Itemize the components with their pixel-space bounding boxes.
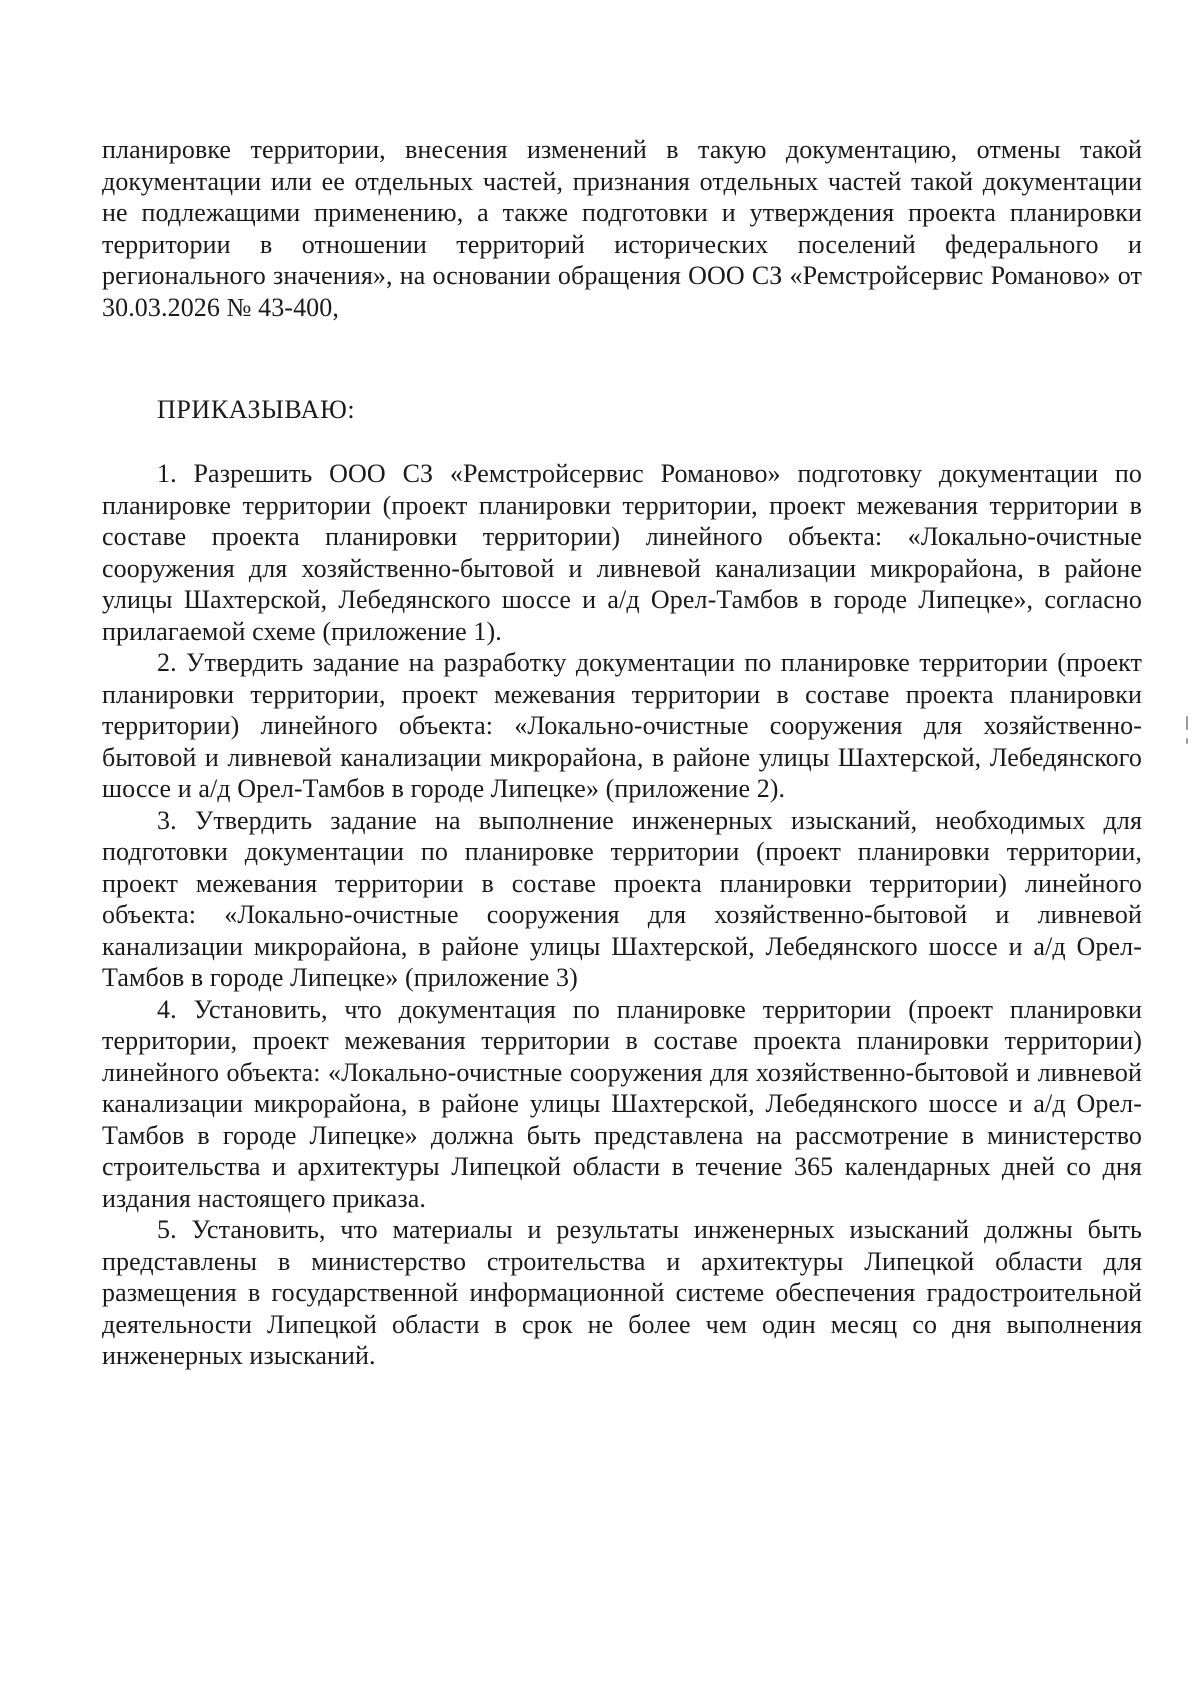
order-item-1: 1. Разрешить ООО СЗ «Ремстройсервис Романово» подготовку документации по планировке территории (проект планировки территории, проект межевания территории в составе проекта планировки территории) линейного объекта: «Локально-очистные сооружения для хозяйственно-бытовой и ливневой канализации микрорайона, в районе улицы Шахтерской, Лебедянского шоссе и а/д Орел-Тамбов в городе Липецке», согласно прилагаемой схеме (приложение 1). [102, 459, 1142, 646]
intro-paragraph: планировке территории, внесения изменений в такую документацию, отмены такой документации или ее отдельных частей, признания отдельных частей такой документации не подлежащими применению, а также подготовки и утверждения проекта планировки территории в отношении территорий исторических поселений федерального и регионального значения», на основании обращения ООО СЗ «Ремстройсервис Романово» от 30.03.2026 № 43-400, [102, 135, 1142, 322]
order-items-list [102, 458, 1142, 1372]
scan-artifact-mark [1186, 716, 1188, 730]
order-item-2: 2. Утвердить задание на разработку документации по планировке территории (проект планировки территории, проект межевания территории в составе проекта планировки территории) линейного объекта: «Локально-очистные сооружения для хозяйственно-бытовой и ливневой канализации микрорайона, в районе улицы Шахтерской, Лебедянского шоссе и а/д Орел-Тамбов в городе Липецке» (приложение 2). [102, 648, 1142, 803]
order-item-5: 5. Установить, что материалы и результаты инженерных изысканий должны быть представлены в министерство строительства и архитектуры Липецкой области для размещения в государственной информационной системе обеспечения градостроительной деятельности Липецкой области в срок не более чем один месяц со дня выполнения инженерных изысканий. [102, 1215, 1142, 1370]
order-item-3: 3. Утвердить задание на выполнение инженерных изысканий, необходимых для подготовки документации по планировке территории (проект планировки территории, проект межевания территории в составе проекта планировки территории) линейного объекта: «Локально-очистные сооружения для хозяйственно-бытовой и ливневой канализации микрорайона, в районе улицы Шахтерской, Лебедянского шоссе и а/д Орел-Тамбов в городе Липецке» (приложение 3) [102, 805, 1142, 992]
order-heading: ПРИКАЗЫВАЮ: [157, 395, 356, 424]
scan-artifact-mark [1186, 738, 1188, 744]
order-item-4: 4. Установить, что документация по планировке территории (проект планировки территории, проект межевания территории в составе проекта планировки территории) линейного объекта: «Локально-очистные сооружения для хозяйственно-бытовой и ливневой канализации микрорайона, в районе улицы Шахтерской, Лебедянского шоссе и а/д Орел-Тамбов в городе Липецке» должна быть представлена на рассмотрение в министерство строительства и архитектуры Липецкой области в течение 365 календарных дней со дня издания настоящего приказа. [102, 994, 1142, 1213]
